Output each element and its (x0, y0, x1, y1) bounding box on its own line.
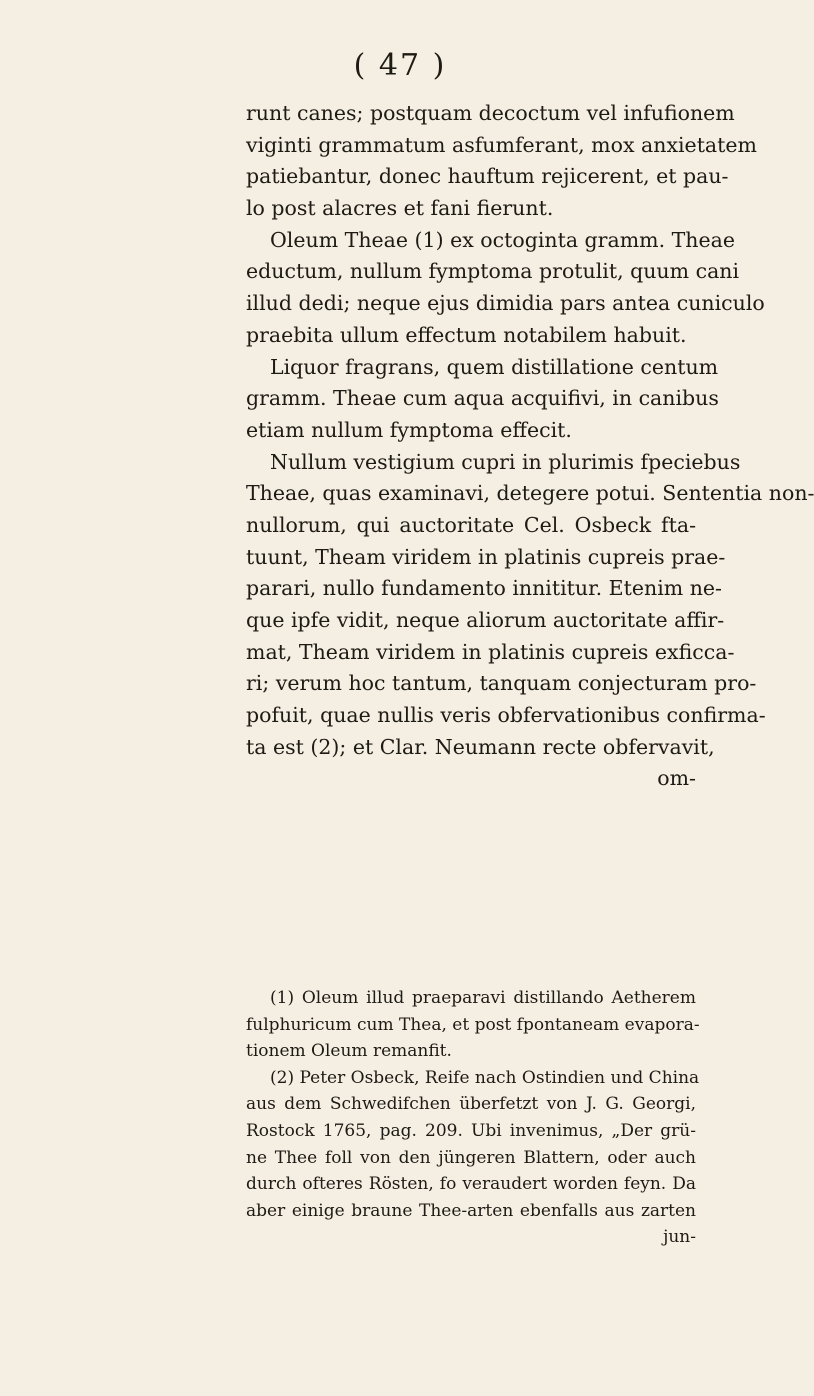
text-line: illud dedi; neque ejus dimidia pars antea cuniculo (246, 291, 765, 316)
footnote-line: Rostock 1765, pag. 209. Ubi invenimus, „Der grü- (246, 1120, 696, 1141)
text-line: Theae, quas examinavi, detegere potui. Sententia non- (246, 481, 814, 506)
text-line: eductum, nullum fymptoma protulit, quum cani (246, 259, 740, 284)
text-line: parari, nullo fundamento innititur. Etenim ne- (246, 576, 722, 601)
main-text (246, 98, 814, 795)
footnote-line: fulphuricum cum Thea, et post fpontaneam evapora- (246, 1014, 700, 1035)
text-line: runt canes; postquam decoctum vel infufionem (246, 101, 735, 125)
text-line: Nullum vestigium cupri in plurimis fpeciebus (270, 449, 741, 474)
text-line: mat, Theam viridem in platinis cupreis exficca- (246, 639, 735, 664)
footnote-line: aber einige braune Thee-arten ebenfalls aus zarten (246, 1200, 696, 1221)
text-line: etiam nullum fymptoma effecit. (246, 417, 572, 442)
page-number-header: ( 47 ) (353, 48, 447, 83)
footnote-line: ne Thee foll von den jüngeren Blattern, oder auch (246, 1147, 696, 1168)
text-line: nullorum, qui auctoritate Cel. Osbeck fta- (246, 512, 696, 537)
text-line: ta est (2); et Clar. Neumann recte obfervavit, (246, 734, 715, 759)
text-line: tuunt, Theam viridem in platinis cupreis prae- (246, 544, 726, 569)
footnote-line: (1) Oleum illud praeparavi distillando Aetherem (270, 988, 696, 1008)
footnote-line: tionem Oleum remanfit. (246, 1041, 452, 1062)
text-line: que ipfe vidit, neque aliorum auctoritate affir- (246, 608, 725, 632)
footnotes (246, 985, 700, 1251)
text-line: Liquor fragrans, quem distillatione centum (270, 354, 719, 379)
catchword: jun- (663, 1227, 696, 1248)
text-line: patiebantur, donec hauftum rejicerent, et pau- (246, 164, 729, 189)
footnote-line: aus dem Schwedifchen überfetzt von J. G. Georgi, (246, 1094, 696, 1115)
text-line: lo post alacres et fani fierunt. (246, 196, 554, 221)
text-line: pofuit, quae nullis veris obfervationibus confirma- (246, 703, 766, 728)
footnote-line: durch ofteres Rösten, fo veraudert worden feyn. Da (246, 1174, 696, 1195)
text-line: Oleum Theae (1) ex octoginta gramm. Theae (270, 227, 735, 252)
text-line: praebita ullum effectum notabilem habuit. (246, 322, 687, 347)
catchword: om- (657, 766, 696, 791)
text-line: ri; verum hoc tantum, tanquam conjecturam pro- (246, 671, 757, 696)
text-line: viginti grammatum asfumferant, mox anxietatem (246, 132, 757, 157)
text-line: gramm. Theae cum aqua acquifivi, in canibus (246, 386, 719, 411)
footnote-line: (2) Peter Osbeck, Reife nach Ostindien und China (270, 1067, 700, 1088)
